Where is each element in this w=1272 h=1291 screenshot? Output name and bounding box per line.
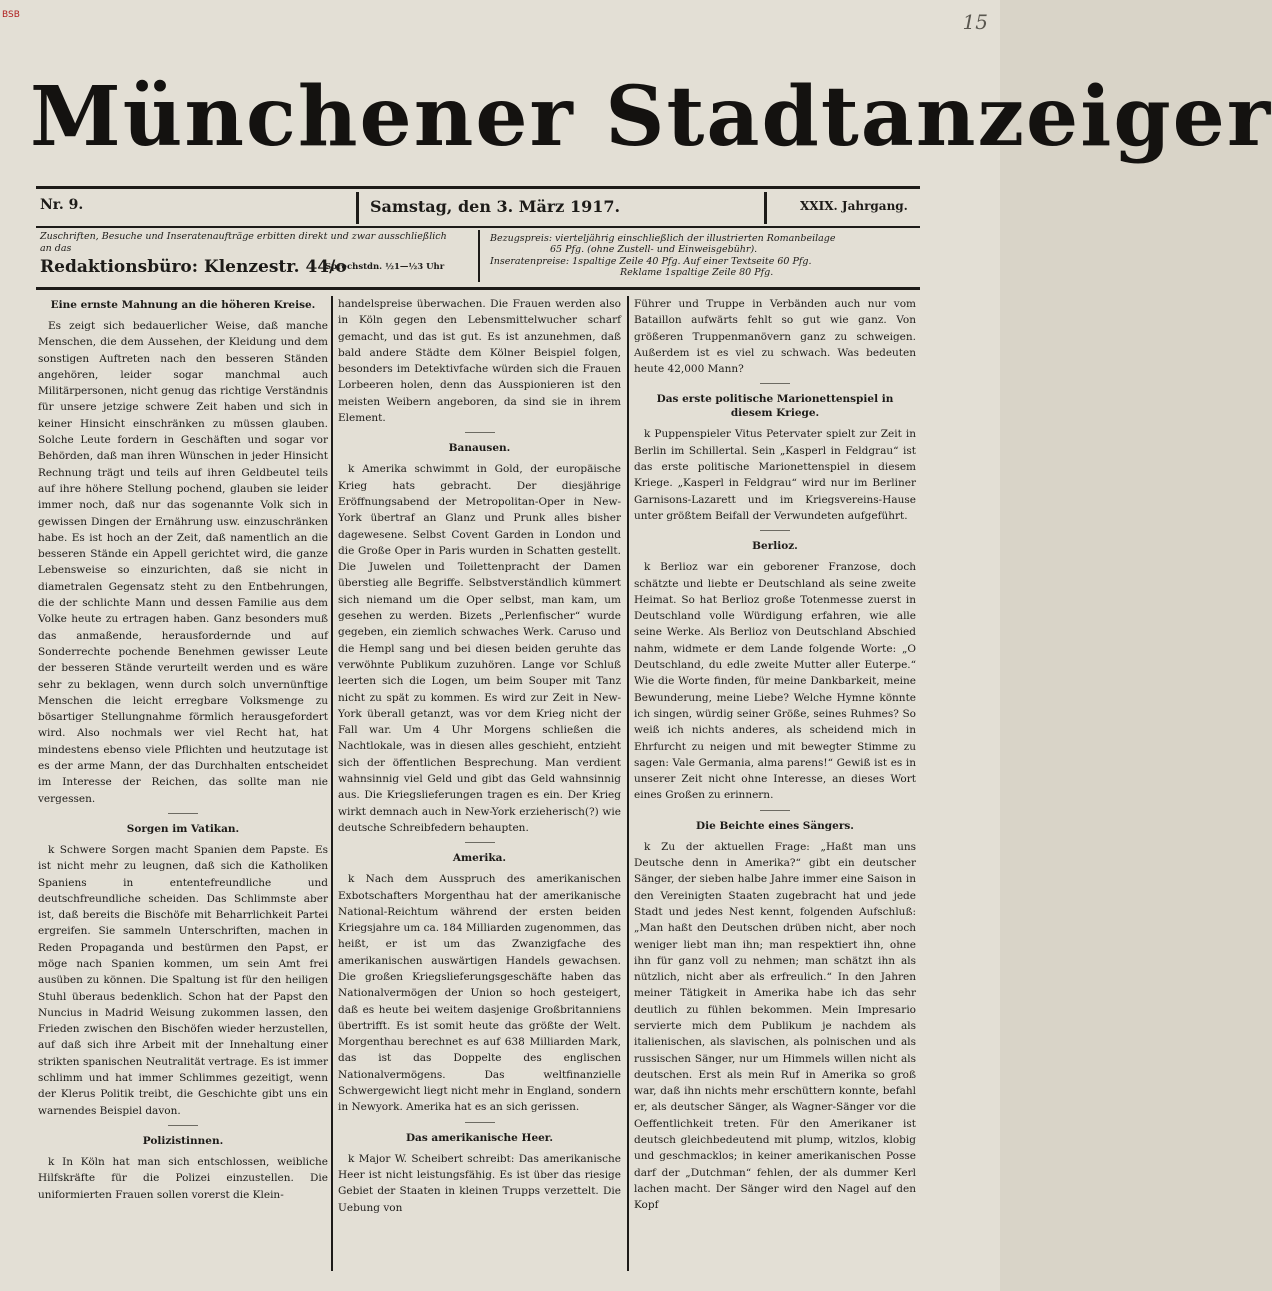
body-top-rule [36, 287, 920, 290]
article-heading: Eine ernste Mahnung an die höheren Kreise. [50, 299, 316, 311]
header-rule [36, 226, 920, 228]
article-heading: Banausen. [448, 442, 511, 455]
column-rule [331, 296, 333, 1271]
article-text: k Amerika schwimmt in Gold, der europäische Krieg hats gebracht. Der diesjährige Eröffnungsabend der Metropolitan-Oper in New-York übertraf an Glanz und Prunk alles bisher dagewesene. Selbst Covent Garden in London und die Große Oper in Paris wurden in Schatten gestellt. Die Juwelen und Toilettenpracht der Damen überstieg alle Begriffe. Selbstverständlich kümmert sich niemand um die Oper selbst, man kam, um gesehen zu werden. Bizets „Perlenfischer“ wurde gegeben, ein ziemlich schwaches Werk. Caruso und die Hempl sang und bei diesen beiden geruhte das verwöhnte Publikum zuzuhören. Lange vor Schluß leerten sich die Logen, um beim Souper mit Tanz nicht zu spät zu kommen. Es wird zur Zeit in New-York überall getanzt, was vor dem Krieg nicht der Fall war. Um 4 Uhr Morgens schließen die Nachtlokale, was in diesen alles geschieht, entzieht sich der öffentlichen Besprechung. Man verdient wahnsinnig viel Geld und gibt das Geld wahnsinnig aus. Die Kriegslieferungen tragen es ein. Der Krieg wirkt demnach auch in New-York erzieherisch(?) wie deutsche Schreibfedern behaupten. [338, 463, 621, 834]
article-column-2 [338, 296, 621, 1271]
page-number: 15 [962, 10, 988, 34]
address-note: Zuschriften, Besuche und Inseratenaufträge erbitten direkt und zwar ausschließlich an das [40, 231, 447, 254]
article-text: Führer und Truppe in Verbänden auch nur vom Bataillon aufwärts fehlt so gut wie ganz. Von größeren Truppenmanövern ganz zu schweigen. Außerdem ist es viel zu schwach. Was bedeuten heute 42,000 Mann? [634, 298, 916, 376]
info-divider [478, 230, 480, 282]
article-column-3 [634, 296, 916, 1271]
article-separator [168, 813, 198, 814]
ad-price-line: Reklame 1spaltige Zeile 80 Pfg. [620, 267, 774, 279]
article-separator [465, 432, 495, 433]
article-separator [168, 1125, 198, 1126]
article-text: k Schwere Sorgen macht Spanien dem Papste. Es ist nicht mehr zu leugnen, daß sich die Katholiken Spaniens in ententefreundliche und deutschfreundliche scheiden. Das Schlimmste aber ist, daß bereits die Bischöfe mit Beharrlichkeit Partei ergreifen. Sie sammeln Unterschriften, machen in Reden Propaganda und bestürmen den Papst, er möge nach Spanien kommen, um sein Amt frei ausüben zu können. Die Spaltung ist für den heiligen Stuhl überaus bedenklich. Schon hat der Papst den Nuncius in Madrid Weisung zukommen lassen, den Frieden zwischen den Bischöfen wieder herzustellen, auf daß sich ihre Arbeit mit der Innehaltung einer strikten spanischen Neutralität vertrage. Es ist immer schlimm und hat immer Schlimmes gezeitigt, wenn der Klerus Politik treibt, die Geschichte gibt uns ein warnendes Beispiel davon. [38, 843, 328, 1117]
library-stamp: BSB [2, 10, 20, 20]
issue-date: Samstag, den 3. März 1917. [370, 197, 621, 216]
article-text: handelspreise überwachen. Die Frauen werden also in Köln gegen den Lebensmittelwucher scharf gemacht, und das ist gut. Es ist anzunehmen, daß bald andere Städte dem Kölner Beispiel folgen, besonders im Detektivfache würden sich die Frauen Lorbeeren holen, denn das Ausspionieren ist den meisten Weibern angeboren, da sind sie in ihrem Element. [338, 298, 621, 425]
subscription-info [490, 233, 920, 279]
issue-divider-right [764, 192, 767, 224]
subscription-line: Bezugspreis: vierteljährig einschließlich der illustrierten Romanbeilage [490, 233, 836, 244]
article-heading: Amerika. [452, 852, 507, 865]
article-separator [465, 1122, 495, 1123]
issue-divider-left [356, 192, 359, 224]
article-text: k In Köln hat man sich entschlossen, weibliche Hilfskräfte für die Polizei einzustellen. Die uniformierten Frauen sollen vorerst die Klein- [38, 1155, 328, 1201]
article-text: k Zu der aktuellen Frage: „Haßt man uns Deutsche denn in Amerika?“ gibt ein deutscher Sänger, der sieben halbe Jahre immer eine Saison in den Vereinigten Staaten zugebracht hat und jede Stadt und jedes Nest kennt, folgenden Aufschluß: „Man haßt den Deutschen drüben nicht, aber noch weniger liebt man ihn; man respektiert ihn, ohne ihn für ganz voll zu nehmen; man schätzt ihn als nützlich, nicht aber als erfreulich.“ In den Jahren meiner Tätigkeit in Amerika habe ich das sehr deutlich zu fühlen bekommen. Mein Impresario servierte mich dem Publikum je nachdem als italienischen, als slavischen, als polnischen und als russischen Sänger, nur um Himmels willen nicht als deutschen. Erst als mein Ruf in Amerika so groß war, daß ihn nichts mehr erschüttern konnte, befahl er, als deutscher Sänger, als Wagner-Sänger vor die Oeffentlichkeit treten. Für den Amerikaner ist deutsch gleichbedeutend mit plump, witzlos, klobig und geschmacklos; in keiner amerikanischen Posse darf der „Dutchman“ fehlen, der als dummer Kerl lachen macht. Der Sänger wird den Nagel auf den Kopf [634, 840, 916, 1212]
article-heading: Das erste politische Marionettenspiel in diesem Kriege. [656, 393, 894, 420]
redaktion-address: Redaktionsbüro: Klenzestr. 44/o [40, 257, 347, 277]
article-separator [760, 530, 790, 531]
ad-price-line: Inseratenpreise: 1spaltige Zeile 40 Pfg. Auf einer Textseite 60 Pfg. [490, 255, 812, 267]
top-rule [36, 186, 920, 189]
article-heading: Sorgen im Vatikan. [126, 822, 240, 835]
article-text: k Puppenspieler Vitus Petervater spielt zur Zeit in Berlin im Schillertal. Sein „Kasperl in Feldgrau“ ist das erste politische Marionettenspiel in diesem Kriege. „Kasperl in Feldgrau“ wird nur im Berliner Garnisons-Lazarett und im Kriegsvereins-Hause unter größtem Beifall der Verwundeten aufgeführt. [634, 428, 916, 522]
article-separator [760, 810, 790, 811]
issue-number: Nr. 9. [40, 197, 84, 213]
article-heading: Das amerikanische Heer. [405, 1131, 554, 1144]
article-separator [465, 842, 495, 843]
article-text: k Major W. Scheibert schreibt: Das amerikanische Heer ist nicht leistungsfähig. Es ist über das riesige Gebiet der Staaten in kleinen Trupps verzettelt. Die Uebung von [338, 1152, 621, 1214]
article-text: k Berlioz war ein geborener Franzose, doch schätzte und liebte er Deutschland als seine zweite Heimat. So hat Berlioz große Totenmesse zuerst in Deutschland volle Würdigung erfahren, wie alle seine Werke. Als Berlioz von Deutschland Abschied nahm, widmete er dem Lande folgende Worte: „O Deutschland, du edle zweite Mutter aller Euterpe.“ Wie die Worte finden, für meine Dankbarkeit, meine Bewunderung, meine Liebe? Welche Hymne könnte ich singen, würdig seiner Größe, seines Ruhmes? So weiß ich nichts anderes, als scheidend mich in Ehrfurcht zu neigen und mit bewegter Stimme zu sagen: Vale Germania, alma parens!“ Gewiß ist es in unserer Zeit nicht ohne Interesse, an dieses Wort eines Großen zu erinnern. [634, 561, 916, 802]
article-heading: Die Beichte eines Sängers. [696, 819, 854, 832]
issue-volume: XXIX. Jahrgang. [800, 199, 908, 213]
article-heading: Polizistinnen. [142, 1134, 224, 1147]
article-text: Es zeigt sich bedauerlicher Weise, daß manche Menschen, die dem Aussehen, der Kleidung und dem sonstigen Auftreten nach den besseren Ständen angehören, leider sogar manchmal auch Militärpersonen, nicht genug das richtige Verständnis für unsere jetzige schwere Zeit haben und sich in keiner Hinsicht einschränken zu müssen glauben. Solche Leute fordern in Geschäften und sogar vor Behörden, daß man ihren Wünschen in jeder Hinsicht Rechnung trägt und teils auf ihren Geldbeutel teils auf ihre höhere Stellung pochend, glauben sie leider immer noch, daß nur das sogenannte Volk sich in gewissen Dingen der Ernährung usw. einzuschränken habe. Es ist hoch an der Zeit, daß namentlich an die besseren Stände ein Appell gerichtet wird, die ganze Lebensweise so einzurichten, daß sie nicht in diametralen Gegensatz steht zu den Entbehrungen, die der schlichte Mann und dessen Familie aus dem Volke heute zu ertragen haben. Ganz besonders muß das anmaßende, herausfordernde und auf Sonderrechte pochende Benehmen gewisser Leute der besseren Stände verurteilt werden und es wäre sehr zu beklagen, wenn durch solch unvernünftige Menschen die leicht erregbare Volksmenge zu bösartiger Stellungnahme förmlich herausgefordert wird. Also nochmals wer viel Recht hat, hat mindestens ebenso viele Pflichten und heutzutage ist es der arme Mann, der das Durchhalten entscheidet im Interesse der Reichen, das sollte man nie vergessen. [38, 320, 328, 805]
subscription-line: 65 Pfg. (ohne Zustell- und Einweisgebühr). [550, 244, 758, 256]
masthead-title: Münchener Stadtanzeiger [30, 69, 1272, 165]
article-separator [760, 383, 790, 384]
article-text: k Nach dem Ausspruch des amerikanischen Exbotschafters Morgenthau hat der amerikanische National-Reichtum während der ersten beiden Kriegsjahre um ca. 184 Milliarden zugenommen, das heißt, er ist um das Zwanzigfache des amerikanischen auswärtigen Handels gewachsen. Die großen Kriegslieferungsgeschäfte haben das Nationalvermögen der Union so hoch gesteigert, daß es heute bei weitem dasjenige Großbritanniens übertrifft. Es ist somit heute das größte der Welt. Morgenthau berechnet es auf 638 Milliarden Mark, das ist das Doppelte des englischen Nationalvermögens. Das weltfinanzielle Schwergewicht liegt nicht mehr in England, sondern in Newyork. Amerika hat es an sich gerissen. [338, 873, 621, 1114]
article-heading: Berlioz. [752, 540, 798, 553]
column-rule [627, 296, 629, 1271]
article-column-1 [38, 296, 328, 1271]
office-hours: Sprechstdn. ½1—½3 Uhr [325, 262, 445, 272]
